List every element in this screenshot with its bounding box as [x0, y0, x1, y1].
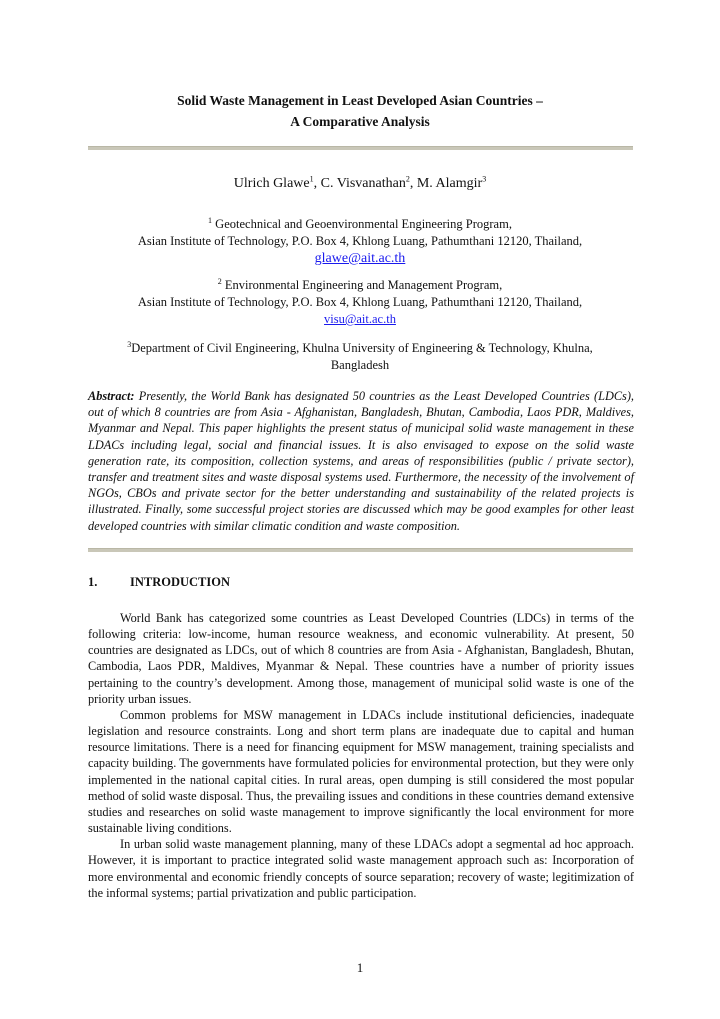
page-number: 1: [356, 960, 364, 975]
paper-title-line1: Solid Waste Management in Least Developed Asian Countries –: [177, 93, 543, 108]
author-name: Ulrich Glawe: [233, 176, 310, 191]
author-name: C. Visvanathan: [320, 176, 406, 191]
affiliation-3: [80, 340, 640, 374]
section-body: [88, 610, 634, 901]
body-paragraph: In urban solid waste management planning, many of these LDACs adopt a segmental ad hoc approach. However, it is important to practice integrated solid waste management approach such as: Incorporation of more environmental and economic friendly concepts of source separation; recovery of waste; legitimization of the informal systems; partial privatization and public participation.: [88, 837, 634, 900]
email-link[interactable]: glawe@ait.ac.th: [314, 251, 406, 266]
affiliation-line: Geotechnical and Geoenvironmental Engineering Program,: [212, 217, 512, 231]
abstract-divider: [88, 548, 633, 552]
author-affiliation-mark: 3: [482, 174, 487, 184]
author-separator: ,: [409, 176, 417, 191]
abstract-label: Abstract:: [88, 389, 135, 403]
title-divider: [88, 146, 633, 150]
section-title: INTRODUCTION: [130, 575, 231, 589]
section-number: 1.: [88, 575, 98, 589]
affiliation-1: [80, 216, 640, 267]
affiliation-line: Bangladesh: [330, 358, 390, 372]
body-paragraph: Common problems for MSW management in LDACs include institutional deficiencies, inadequate legislation and resource constraints. Long and short term plans are inadequate due to capital and human resource limitations. There is a need for financing equipment for MSW management, training specialists and capacity building. The governments have formulated policies for environmental protection, but they were only implemented in the national capital cities. In rural areas, open dumping is still considered the most popular method of solid waste disposal. Thus, the prevailing issues and conditions in these countries demand extensive studies and researches on solid waste management to improve significantly the local environment for more sustainable living conditions.: [88, 707, 634, 836]
affiliation-line: Department of Civil Engineering, Khulna University of Engineering & Technology, Khulna,: [131, 341, 593, 355]
affiliation-line: Asian Institute of Technology, P.O. Box 4, Khlong Luang, Pathumthani 12120, Thailand,: [137, 234, 583, 248]
affiliation-line: Environmental Engineering and Management Program,: [221, 278, 503, 292]
author-list: [0, 176, 720, 192]
author-name: M. Alamgir: [416, 176, 483, 191]
author-affiliation-mark: 2: [405, 174, 410, 184]
abstract-text: Presently, the World Bank has designated 50 countries as the Least Developed Countries (LDCs), out of which 8 countries are from Asia - Afghanistan, Bangladesh, Bhutan, Cambodia, Laos PDR, Maldives, Myanmar and Nepal. This paper highlights the present status of municipal solid waste management in these LDACs including legal, social and financial issues. It is also envisaged to expose on the solid waste generation rate, its composition, collection systems, and areas of responsibilities (public / private sector), transfer and treatment sites and waste disposal systems used. Furthermore, the necessity of the involvement of NGOs, CBOs and private sector for the better understanding and sustainability of the related projects is illustrated. Finally, some successful project stories are discussed which may be good examples for other least developed countries with similar climatic condition and waste composition.: [88, 389, 634, 533]
affiliation-mark: 2: [217, 276, 222, 286]
affiliation-mark: 3: [127, 339, 132, 349]
affiliation-mark: 1: [208, 215, 213, 225]
email-link[interactable]: visu@ait.ac.th: [324, 312, 396, 326]
author-affiliation-mark: 1: [309, 174, 314, 184]
paper-title-line2: A Comparative Analysis: [290, 114, 430, 129]
author-separator: ,: [313, 176, 321, 191]
affiliation-line: Asian Institute of Technology, P.O. Box 4, Khlong Luang, Pathumthani 12120, Thailand,: [137, 295, 583, 309]
body-paragraph: World Bank has categorized some countries as Least Developed Countries (LDCs) in terms of the following criteria: low-income, human resource weakness, and economic vulnerability. At present, 50 countries are designated as LDCs, out of which 8 countries are from Asia - Afghanistan, Bangladesh, Bhutan, Cambodia, Laos PDR, Maldives, Myanmar & Nepal. These countries have a number of priority issues pertaining to the country’s development. Among those, management of municipal solid waste is one of the priority urban issues.: [88, 611, 634, 706]
section-heading: [88, 575, 230, 590]
abstract: [88, 388, 634, 534]
affiliation-2: [80, 277, 640, 328]
